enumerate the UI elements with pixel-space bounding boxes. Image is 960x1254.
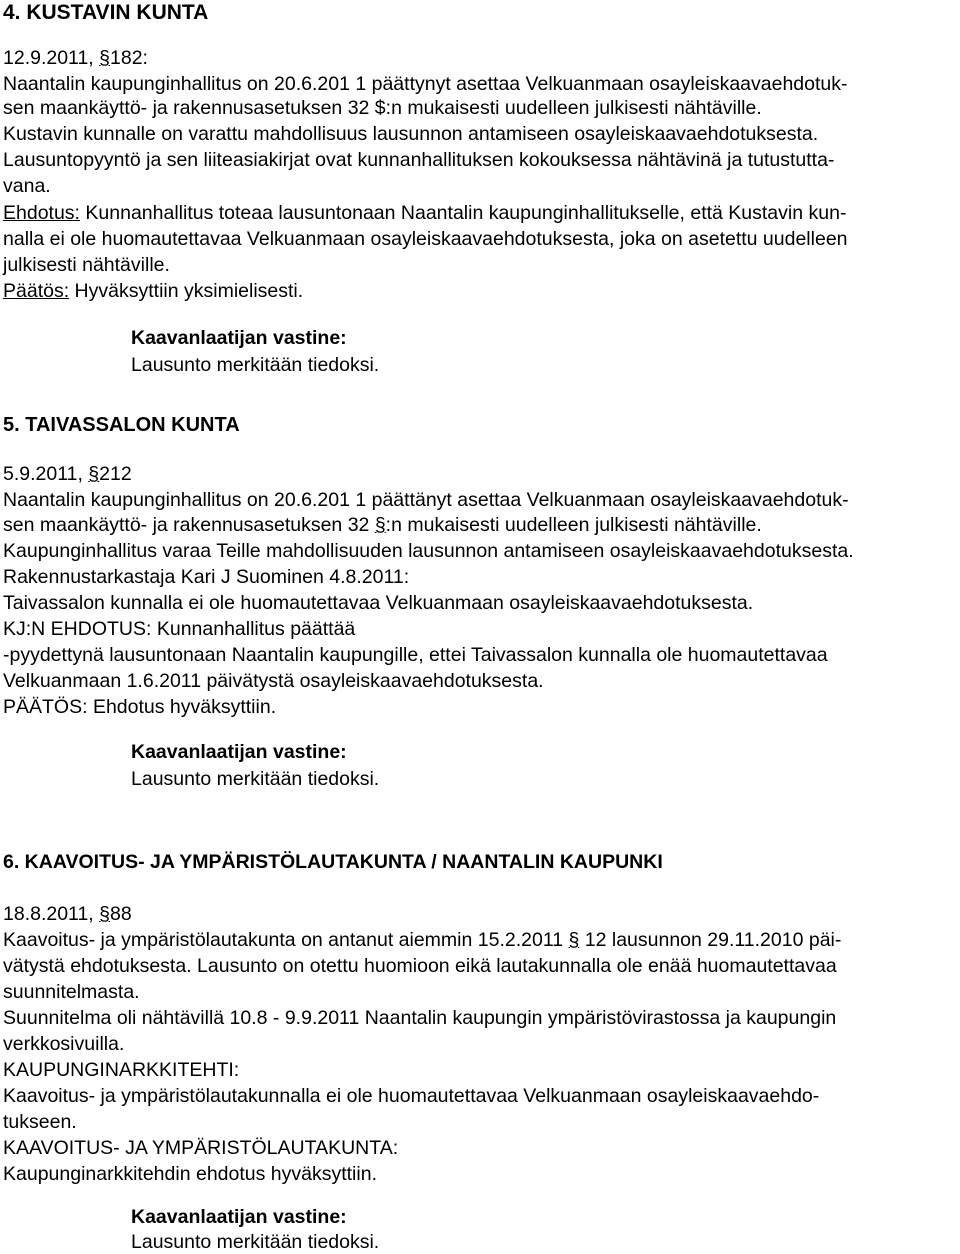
section-4-text-line: Lausuntopyyntö ja sen liiteasiakirjat ovat kunnanhallituksen kokouksessa nähtävinä ja tutustutta-	[3, 149, 835, 171]
section-4-response-text: Lausunto merkitään tiedoksi.	[131, 354, 380, 376]
section-6-date-prefix: 18.8.2011,	[3, 903, 100, 925]
section-4-proposal	[3, 201, 846, 225]
section-sign: §	[88, 463, 100, 485]
section-5-text-line	[3, 513, 762, 537]
section-5-text-line: Taivassalon kunnalla ei ole huomautettavaa Velkuanmaan osayleiskaavaehdotuksesta.	[3, 592, 754, 614]
section-6-text-line: Kaavoitus- ja ympäristölautakunnalla ei ole huomautettavaa Velkuanmaan osayleiskaavaehdo-	[3, 1085, 820, 1107]
section-4-title: 4. KUSTAVIN KUNTA	[3, 1, 209, 24]
section-5-text-line: Velkuanmaan 1.6.2011 päivätystä osayleiskaavaehdotuksesta.	[3, 670, 544, 692]
section-4-decision	[3, 279, 303, 303]
section-6-text-part: 12 lausunnon 29.11.2010 päi-	[579, 929, 842, 951]
section-5-text-line: Naantalin kaupunginhallitus on 20.6.201 1 päättänyt asettaa Velkuanmaan osayleiskaavaehdotuk-	[3, 489, 849, 511]
section-6-text-line: KAAVOITUS- JA YMPÄRISTÖLAUTAKUNTA:	[3, 1137, 399, 1159]
section-5-title: 5. TAIVASSALON KUNTA	[3, 414, 240, 436]
section-6-text-line: vätystä ehdotuksesta. Lausunto on otettu huomioon eikä lautakunnalla ole enää huomautettavaa	[3, 955, 837, 977]
section-6-title: 6. KAAVOITUS- JA YMPÄRISTÖLAUTAKUNTA / NAANTALIN KAUPUNKI	[3, 851, 663, 873]
decision-label: Päätös:	[3, 280, 70, 302]
section-6-text-line	[3, 928, 841, 952]
section-6-response-heading: Kaavanlaatijan vastine:	[131, 1206, 347, 1228]
section-6-text-part: Kaavoitus- ja ympäristölautakunta on antanut aiemmin 15.2.2011	[3, 929, 569, 951]
section-sign: §	[374, 514, 386, 536]
decision-text: Hyväksyttiin yksimielisesti.	[69, 280, 304, 302]
section-sign: §	[99, 47, 110, 69]
section-5-text-part: sen maankäyttö- ja rakennusasetuksen 32	[3, 514, 375, 536]
section-5-text-line: Kaupunginhallitus varaa Teille mahdollisuuden lausunnon antamiseen osayleiskaavaehdotuksesta.	[3, 540, 854, 562]
section-5-text-line: PÄÄTÖS: Ehdotus hyväksyttiin.	[3, 696, 277, 718]
section-4-text-line: Kustavin kunnalle on varattu mahdollisuus lausunnon antamiseen osayleiskaavaehdotuksesta.	[3, 123, 819, 145]
section-4-text-line: Naantalin kaupunginhallitus on 20.6.201 1 päättynyt asettaa Velkuanmaan osayleiskaavaehdotuk-	[3, 73, 848, 95]
section-sign: §	[568, 929, 580, 951]
section-4-paragraph-number: 182:	[110, 47, 148, 69]
section-4-proposal-line: nalla ei ole huomautettavaa Velkuanmaan osayleiskaavaehdotuksesta, joka on asetettu uudelleen	[3, 228, 848, 250]
section-5-text-line: -pyydettynä lausuntonaan Naantalin kaupungille, ettei Taivassalon kunnalla ole huomautettavaa	[3, 644, 828, 666]
section-6-text-line: KAUPUNGINARKKITEHTI:	[3, 1059, 240, 1081]
section-6-response-text: Lausunto merkitään tiedoksi.	[131, 1231, 380, 1253]
section-4-proposal-line: julkisesti nähtäville.	[3, 254, 170, 276]
section-4-date	[3, 46, 148, 70]
section-4-text-line: vana.	[3, 175, 51, 197]
section-6-text-line: tukseen.	[3, 1111, 77, 1133]
section-5-paragraph-number: 212	[99, 463, 132, 485]
proposal-text: Kunnanhallitus toteaa lausuntonaan Naantalin kaupunginhallitukselle, että Kustavin kun-	[79, 202, 847, 224]
section-sign: §	[99, 903, 110, 925]
proposal-label: Ehdotus:	[3, 202, 80, 224]
section-5-response-heading: Kaavanlaatijan vastine:	[131, 741, 347, 763]
section-6-text-line: Kaupunginarkkitehdin ehdotus hyväksyttiin.	[3, 1163, 377, 1185]
section-5-text-line: Rakennustarkastaja Kari J Suominen 4.8.2011:	[3, 566, 410, 588]
section-5-date	[3, 462, 132, 486]
section-5-text-line: KJ:N EHDOTUS: Kunnanhallitus päättää	[3, 618, 356, 640]
section-5-response-text: Lausunto merkitään tiedoksi.	[131, 768, 380, 790]
section-4-text-line: sen maankäyttö- ja rakennusasetuksen 32 $:n mukaisesti uudelleen julkisesti nähtäville.	[3, 97, 762, 119]
section-4-date-prefix: 12.9.2011,	[3, 47, 100, 69]
section-6-date	[3, 902, 132, 926]
section-6-text-line: suunnitelmasta.	[3, 981, 140, 1003]
section-6-text-line: Suunnitelma oli nähtävillä 10.8 - 9.9.2011 Naantalin kaupungin ympäristövirastossa ja kaupungin	[3, 1007, 837, 1029]
section-6-paragraph-number: 88	[110, 903, 132, 925]
section-5-text-part: :n mukaisesti uudelleen julkisesti nähtäville.	[385, 514, 762, 536]
section-6-text-line: verkkosivuilla.	[3, 1033, 125, 1055]
section-5-date-prefix: 5.9.2011,	[3, 463, 89, 485]
section-4-response-heading: Kaavanlaatijan vastine:	[131, 327, 347, 349]
